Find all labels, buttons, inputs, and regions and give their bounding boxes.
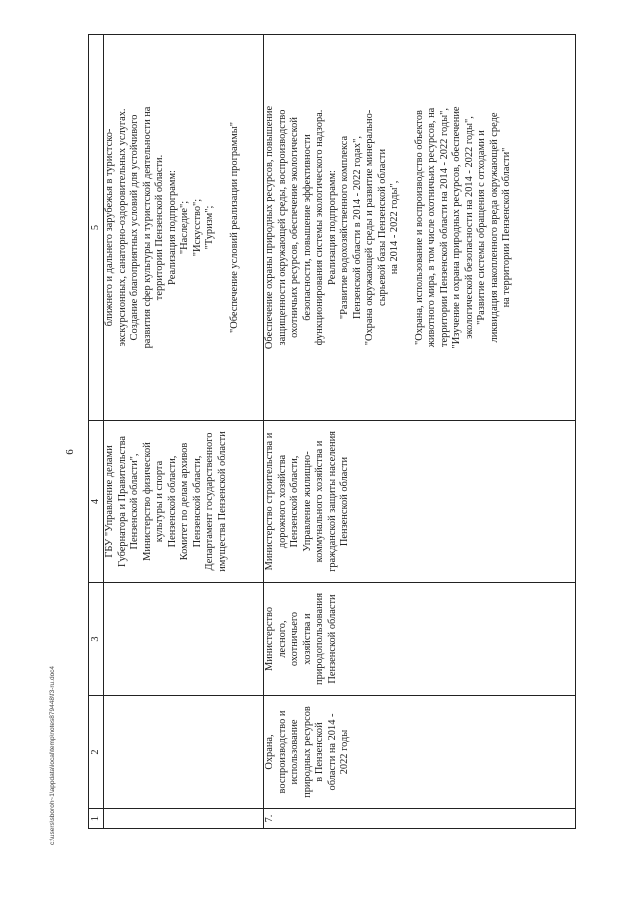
cell-text-line: природных ресурсов — [301, 706, 313, 798]
cell-text-line: территории Пензенской области. — [154, 154, 165, 301]
table-header-row — [89, 35, 104, 829]
cell-text-line: "Обеспечение условий реализации программы" — [228, 121, 240, 334]
cell-text-line: культуры и спорта — [154, 460, 165, 543]
cell-text-line: Создание благоприятных условий для устойчивого — [129, 114, 140, 341]
cell-text-line: ГБУ "Управление делами — [104, 445, 115, 558]
cell-text-line: Министерство — [264, 606, 275, 672]
cell-text-line: на 2014 - 2022 годы", — [389, 180, 400, 275]
cell-text-line: на территории Пензенской области" — [501, 147, 512, 308]
cell-text-line: экологической безопасности на 2014 - 2022 годы", — [463, 116, 475, 339]
cell-text-line: коммунального хозяйства и — [314, 440, 325, 563]
header-col-2: 2 — [89, 696, 104, 809]
cell-number — [104, 809, 264, 829]
blank-line — [217, 37, 229, 418]
cell-text-line: ближнего и дальнего зарубежья в туристско- — [104, 128, 115, 327]
blank-line — [402, 37, 414, 418]
cell-text-line: "Охрана, использование и воспроизводство объектов — [413, 110, 425, 345]
cell-number: 7. — [264, 809, 576, 829]
cell-text-line: Пензенской области — [326, 594, 338, 684]
cell-text-line: Пензенской области в 2014 - 2022 годах", — [351, 136, 363, 319]
cell-text-line: Обеспечение охраны природных ресурсов, повышение — [264, 105, 275, 350]
cell-text-line: защищенности окружающей среды, воспроизводство — [276, 109, 288, 346]
cell-text-line: Пензенской области, — [166, 455, 178, 548]
footer-file-path-text: c:\users\sboroh~1\appdata\local\temp\notes879448\f3-ru.doc4 — [49, 665, 56, 845]
cell-text-line: территории Пензенской области на 2014 - 2022 годы", — [438, 108, 450, 347]
cell-text-line: использование — [289, 719, 300, 785]
cell-text-line: Пензенской области, — [289, 455, 300, 548]
header-col-3: 3 — [89, 583, 104, 696]
cell-text-line: Министерство физической — [141, 442, 153, 561]
cell-text-line: сырьевой базы Пензенской области — [376, 148, 388, 307]
cell-text-line: развития сфер культуры и туристской деятельности на — [141, 106, 153, 349]
cell-text-line: гражданской защиты населения — [326, 431, 338, 572]
cell-text-line: дорожного хозяйства — [276, 454, 288, 549]
cell-text-line: природопользования — [314, 593, 325, 685]
cell-program-name — [104, 696, 264, 809]
cell-text-line: Министерство строительства и — [264, 432, 275, 571]
cell-text-line: Департамент государственного — [204, 432, 215, 571]
table-row-7 — [264, 35, 576, 829]
table-container — [88, 35, 576, 829]
cell-text-line: Губернатора и Правительства — [116, 435, 128, 568]
cell-goals — [264, 35, 576, 421]
header-col-1: 1 — [89, 809, 104, 829]
cell-text-line: Пензенской области — [339, 456, 350, 547]
cell-text-line: лесного, — [276, 620, 288, 658]
cell-text-line: "Развитие системы обращения с отходами и — [476, 130, 487, 325]
cell-text-line: безопасности, повышение эффективности — [301, 134, 313, 321]
cell-text-line: имущества Пензенской области — [216, 431, 228, 572]
cell-text-line: животного мира, в том числе охотничьих ресурсов, на — [426, 107, 437, 348]
cell-coexecutors — [264, 421, 576, 583]
cell-text-line: функционирования системы экологического надзора. — [314, 109, 325, 346]
cell-text-line: хозяйства и — [301, 613, 313, 665]
cell-goals — [104, 35, 264, 421]
cell-text-line: области на 2014 - — [326, 713, 338, 791]
cell-text-line: 2022 годы — [339, 729, 350, 775]
cell-text-line: Реализация подпрограмм: — [166, 170, 178, 285]
cell-text-line: "Изучение и охрана природных ресурсов, обеспечение — [451, 106, 462, 349]
page-number: 6 — [64, 449, 76, 455]
header-col-5: 5 — [89, 35, 104, 421]
cell-text-line: "Искусство"; — [191, 198, 203, 257]
cell-responsible — [264, 583, 576, 696]
cell-text-line: охотничьих ресурсов, обеспечение экологической — [289, 117, 300, 338]
cell-text-line: экскурсионных, санаторно-оздоровительных услугах. — [116, 108, 128, 347]
cell-coexecutors — [104, 421, 264, 583]
cell-text-line: Пензенской области", — [129, 453, 140, 550]
header-col-4: 4 — [89, 421, 104, 583]
cell-text-line: Управление жилищно- — [301, 451, 313, 552]
cell-text-line: "Развитие водохозяйственного комплекса — [339, 135, 350, 320]
programs-table — [88, 34, 576, 829]
cell-text-line: Охрана, — [264, 734, 275, 770]
cell-text-line: в Пензенской — [314, 722, 325, 782]
cell-responsible — [104, 583, 264, 696]
cell-text-line: охотничьего — [289, 611, 300, 667]
cell-text-line: воспроизводство и — [276, 710, 288, 794]
cell-text-line: "Охрана окружающей среды и развитие минерально- — [364, 109, 375, 346]
cell-text-line: "Туризм"; — [204, 205, 215, 250]
cell-program-name — [264, 696, 576, 809]
table-row-continued — [104, 35, 264, 829]
cell-text-line: Пензенской области, — [191, 455, 203, 548]
cell-text-line: "Наследие"; — [179, 200, 190, 255]
cell-text-line: Реализация подпрограмм: — [326, 170, 338, 285]
cell-text-line: ликвидация накопленного вреда окружающей среде — [488, 112, 500, 343]
cell-text-line: Комитет по делам архивов — [179, 442, 190, 561]
